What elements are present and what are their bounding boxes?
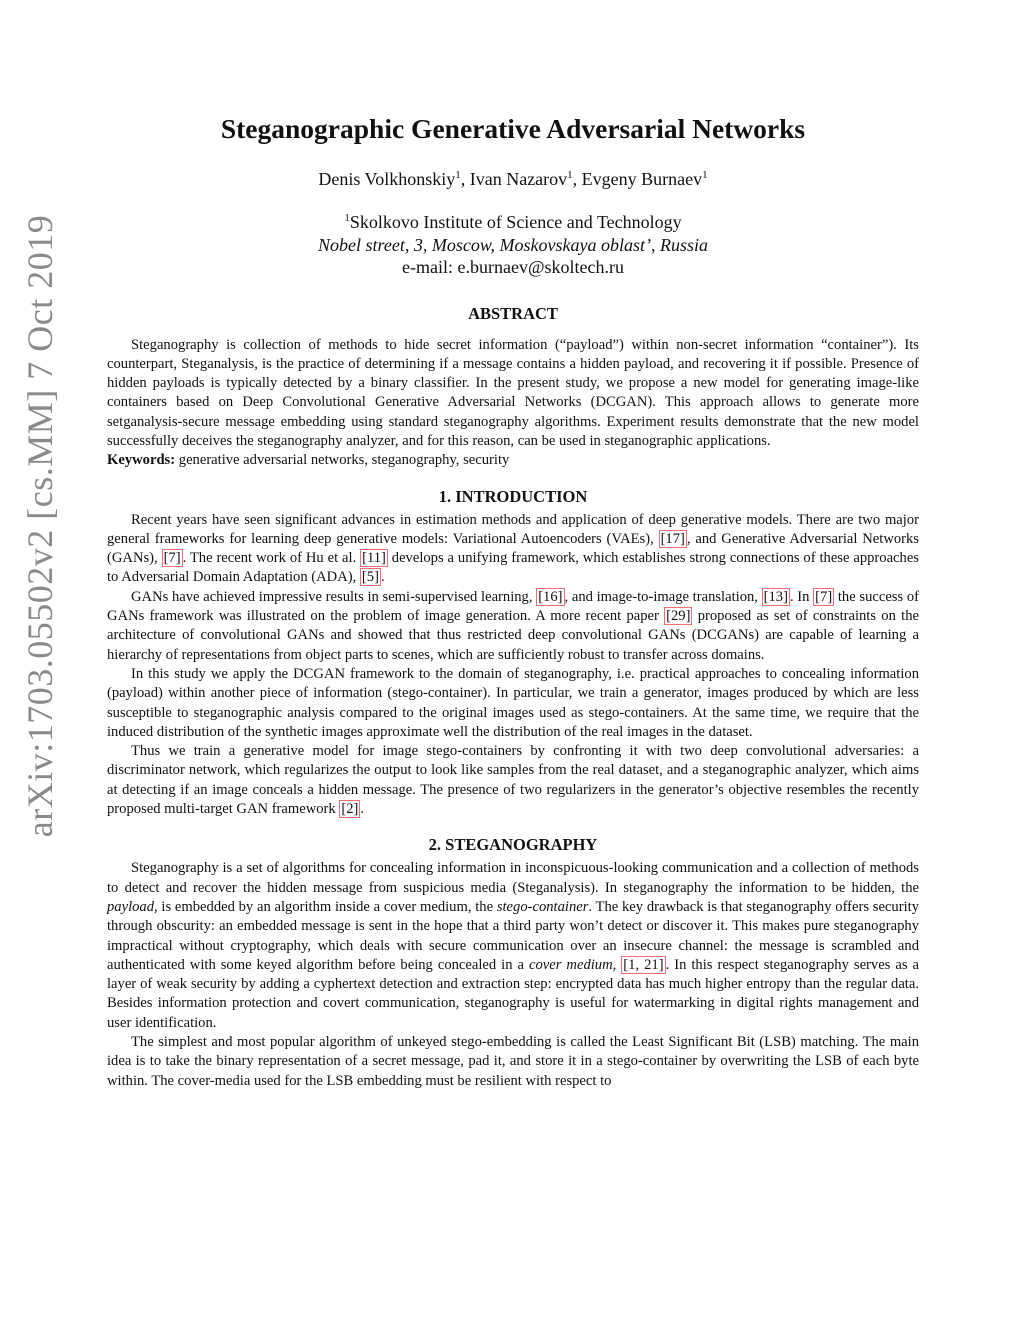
citation-link[interactable]: [2] xyxy=(341,801,359,818)
paper-sections xyxy=(107,486,919,1091)
affiliation-address: Nobel street, 3, Moscow, Moskovskaya oblast’, Russia xyxy=(318,234,708,255)
italic-term: payload xyxy=(107,898,155,915)
body-paragraph: Recent years have seen significant advances in estimation methods and application of deep generative models. There are two major general frameworks for learning deep generative models: Variational Autoencoders (VAEs), [17] , and Generative Adversarial Networks (GANs), [7] . The recent work of Hu et al. [11] develops a unifying framework, which establishes strong connections of these approaches to Adversarial Domain Adaptation (ADA), [5] . xyxy=(107,511,919,586)
author-separator: , xyxy=(572,169,582,189)
arxiv-stamp-text: arXiv:1703.05502v2 [cs.MM] 7 Oct 2019 xyxy=(20,214,60,838)
citation-link[interactable]: [5] xyxy=(361,569,379,586)
author-list xyxy=(107,167,919,191)
section-heading: 1. INTRODUCTION xyxy=(438,486,588,506)
citation-link[interactable]: [17] xyxy=(660,530,685,547)
affiliation-institute xyxy=(107,211,919,234)
affiliation-email: e-mail: e.burnaev@skoltech.ru xyxy=(402,257,624,277)
paper-page xyxy=(107,112,919,1091)
citation-link[interactable]: [1, 21] xyxy=(623,956,664,973)
citation-link[interactable]: [7] xyxy=(163,550,181,567)
body-paragraph: The simplest and most popular algorithm of unkeyed stego-embedding is called the Least Significant Bit (LSB) matching. The main idea is to take the binary representation of a secret message, pad it, and store it in a stego-container by overwriting the LSB of each byte within. The cover-media used for the LSB embedding must be resilient with respect to xyxy=(107,1034,919,1089)
body-paragraph: In this study we apply the DCGAN framework to the domain of steganography, i.e. practical approaches to concealing information (payload) within another piece of information (stego-container). In particular, we train a generator, images produced by which are less susceptible to steganographic analysis compared to the original images used as stego-containers. At the same time, we require that the induced distribution of the synthetic images approximate well the distribution of the real images in the dataset. xyxy=(107,665,919,740)
abstract-text: Steganography is collection of methods to hide secret information (“payload”) within non-secret information “container”). Its counterpart, Steganalysis, is the practice of determining if a message contains a hidden payload, and recovering it if possible. Presence of hidden payloads is typically detected by a binary classifier. In the present study, we propose a new model for generating image-like containers based on Deep Convolutional Generative Adversarial Networks (DCGAN). This approach allows to generate more setganalysis-secure message embedding using standard steganography algorithms. Experiment results demonstrate that the new model successfully deceives the steganography analyzer, and for this reason, can be used in steganographic applications. xyxy=(107,336,919,449)
keywords-text: generative adversarial networks, steganography, security xyxy=(178,452,510,469)
author-name: Ivan Nazarov xyxy=(469,169,568,189)
citation-link[interactable]: [16] xyxy=(538,588,563,605)
body-paragraph: Steganography is a set of algorithms for concealing information in inconspicuous-looking communication and a collection of methods to detect and recover the hidden message from suspicious media (Steganalysis). In steganography the information to be hidden, the payload, is embedded by an algorithm inside a cover medium, the stego-container. The key drawback is that steganography offers security through obscurity: an embedded message is sent in the hope that a third party won’t detect or discover it. This makes pure steganography impractical without cryptography, which deals with secure communication over an insecure channel: the message is scrambled and authenticated with some keyed algorithm before being concealed in a cover medium, [1, 21] . In this respect steganography serves as a layer of weak security by adding a cyphertext detection and extraction step: encrypted data has much higher entropy than the regular data. Besides information protection and covert communication, steganography is useful for watermarking in digital rights management and user identification. xyxy=(107,860,920,1031)
author-name: Denis Volkhonskiy xyxy=(318,169,456,189)
affiliation-mark: 1 xyxy=(344,212,350,224)
section-heading: 2. STEGANOGRAPHY xyxy=(428,835,598,855)
citation-link[interactable]: [29] xyxy=(666,608,691,625)
institute-name: Skolkovo Institute of Science and Technology xyxy=(349,212,682,232)
author-separator: , xyxy=(460,169,470,189)
arxiv-stamp xyxy=(18,118,62,934)
body-paragraph: Thus we train a generative model for image stego-containers by confronting it with two deep convolutional adversaries: a discriminator network, which regularizes the output to look like samples from the real dataset, and a steganographic analyzer, which aims at detecting if an image conceals a hidden message. The presence of two regularizers in the generator’s objective resembles the recently proposed multi-target GAN framework [2] . xyxy=(107,743,919,818)
citation-link[interactable]: [7] xyxy=(815,588,833,605)
paper-title: Steganographic Generative Adversarial Networks xyxy=(220,113,806,144)
body-paragraph: GANs have achieved impressive results in semi-supervised learning, [16] , and image-to-image translation, [13] . In [7] the success of GANs framework was illustrated on the problem of image generation. A more recent paper [29] proposed as set of constraints on the architecture of convolutional GANs and showed that thus restricted deep convolutional GANs (DCGANs) are capable of learning a hierarchy of representations from object parts to scenes, which are sufficiently robust to transfer across domains. xyxy=(107,588,920,663)
abstract-heading: ABSTRACT xyxy=(468,303,558,323)
italic-term: cover medium xyxy=(529,956,613,973)
keywords-line xyxy=(107,451,919,470)
author-affil-mark: 1 xyxy=(702,169,708,181)
author-affil-mark: 1 xyxy=(567,169,573,181)
italic-term: stego-container xyxy=(496,898,589,915)
keywords-label: Keywords: xyxy=(107,452,176,469)
author-name: Evgeny Burnaev xyxy=(581,169,703,189)
author-affil-mark: 1 xyxy=(455,169,461,181)
citation-link[interactable]: [11] xyxy=(362,550,386,567)
citation-link[interactable]: [13] xyxy=(763,588,788,605)
affiliation xyxy=(107,211,919,279)
